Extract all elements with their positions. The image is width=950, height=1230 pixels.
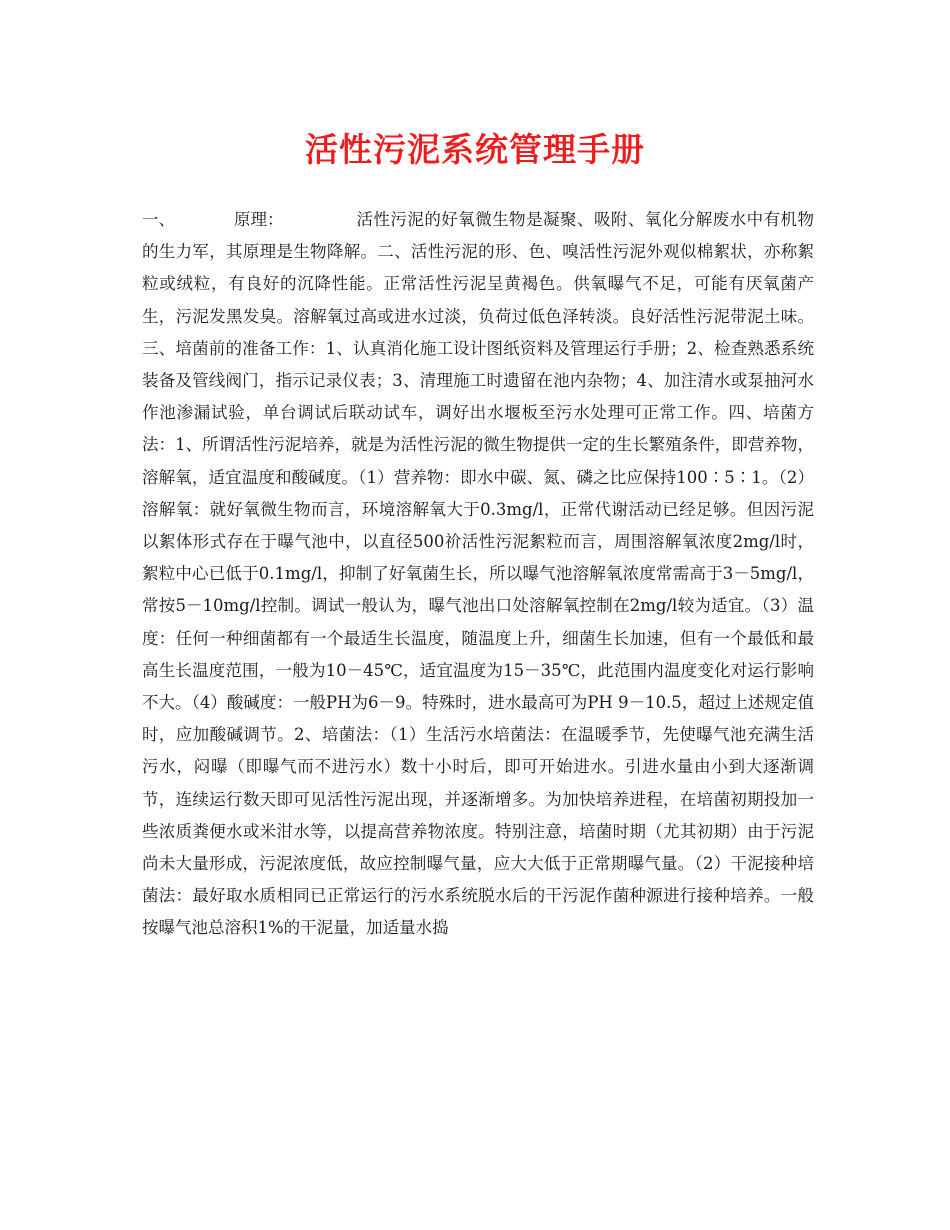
document-title: 活性污泥系统管理手册	[305, 130, 645, 169]
section-number: 一、	[142, 210, 175, 229]
body-paragraph	[142, 204, 814, 945]
body-text: 活性污泥的好氧微生物是凝聚、吸附、氧化分解废水中有机物的生力军，其原理是生物降解。二、活性污泥的形、色、嗅活性污泥外观似棉絮状，亦称絮粒或绒粒，有良好的沉降性能。正常活性污泥呈黄褐色。供氧曝气不足，可能有厌氧菌产生，污泥发黑发臭。溶解氧过高或进水过淡，负荷过低色泽转淡。良好活性污泥带泥土味。三、培菌前的准备工作：1、认真消化施工设计图纸资料及管理运行手册；2、检查熟悉系统装备及管线阀门，指示记录仪表；3、清理施工时遗留在池内杂物；4、加注清水或泵抽河水作池渗漏试验，单台调试后联动试车，调好出水堰板至污水处理可正常工作。四、培菌方法：1、所谓活性污泥培养，就是为活性污泥的微生物提供一定的生长繁殖条件，即营养物，溶解氧，适宜温度和酸碱度。（1）营养物：即水中碳、氮、磷之比应保持100∶5∶1。（2）溶解氧：就好氧微生物而言，环境溶解氧大于0.3mg/l，正常代谢活动已经足够。但因污泥以絮体形式存在于曝气池中，以直径500祄活性污泥絮粒而言，周围溶解氧浓度2mg/l时，絮粒中心已低于0.1mg/l，抑制了好氧菌生长，所以曝气池溶解氧浓度常需高于3－5mg/l，常按5－10mg/l控制。调试一般认为，曝气池出口处溶解氧控制在2mg/l较为适宜。（3）温度：任何一种细菌都有一个最适生长温度，随温度上升，细菌生长加速，但有一个最低和最高生长温度范围，一般为10－45℃，适宜温度为15－35℃，此范围内温度变化对运行影响不大。（4）酸碱度：一般PH为6－9。特殊时，进水最高可为PH 9－10.5，超过上述规定值时，应加酸碱调节。2、培菌法：（1）生活污水培菌法：在温暖季节，先使曝气池充满生活污水，闷曝（即曝气而不进污水）数十小时后，即可开始进水。引进水量由小到大逐渐调节，连续运行数天即可见活性污泥出现，并逐渐增多。为加快培养进程，在培菌初期投加一些浓质粪便水或米泔水等，以提高营养物浓度。特别注意，培菌时期（尤其初期）由于污泥尚未大量形成，污泥浓度低，故应控制曝气量，应大大低于正常期曝气量。（2）干泥接种培菌法：最好取水质相同已正常运行的污水系统脱水后的干污泥作菌种源进行接种培养。一般按曝气池总溶积1%的干泥量，加适量水捣	[142, 210, 814, 938]
section-label: 原理：	[234, 210, 284, 229]
